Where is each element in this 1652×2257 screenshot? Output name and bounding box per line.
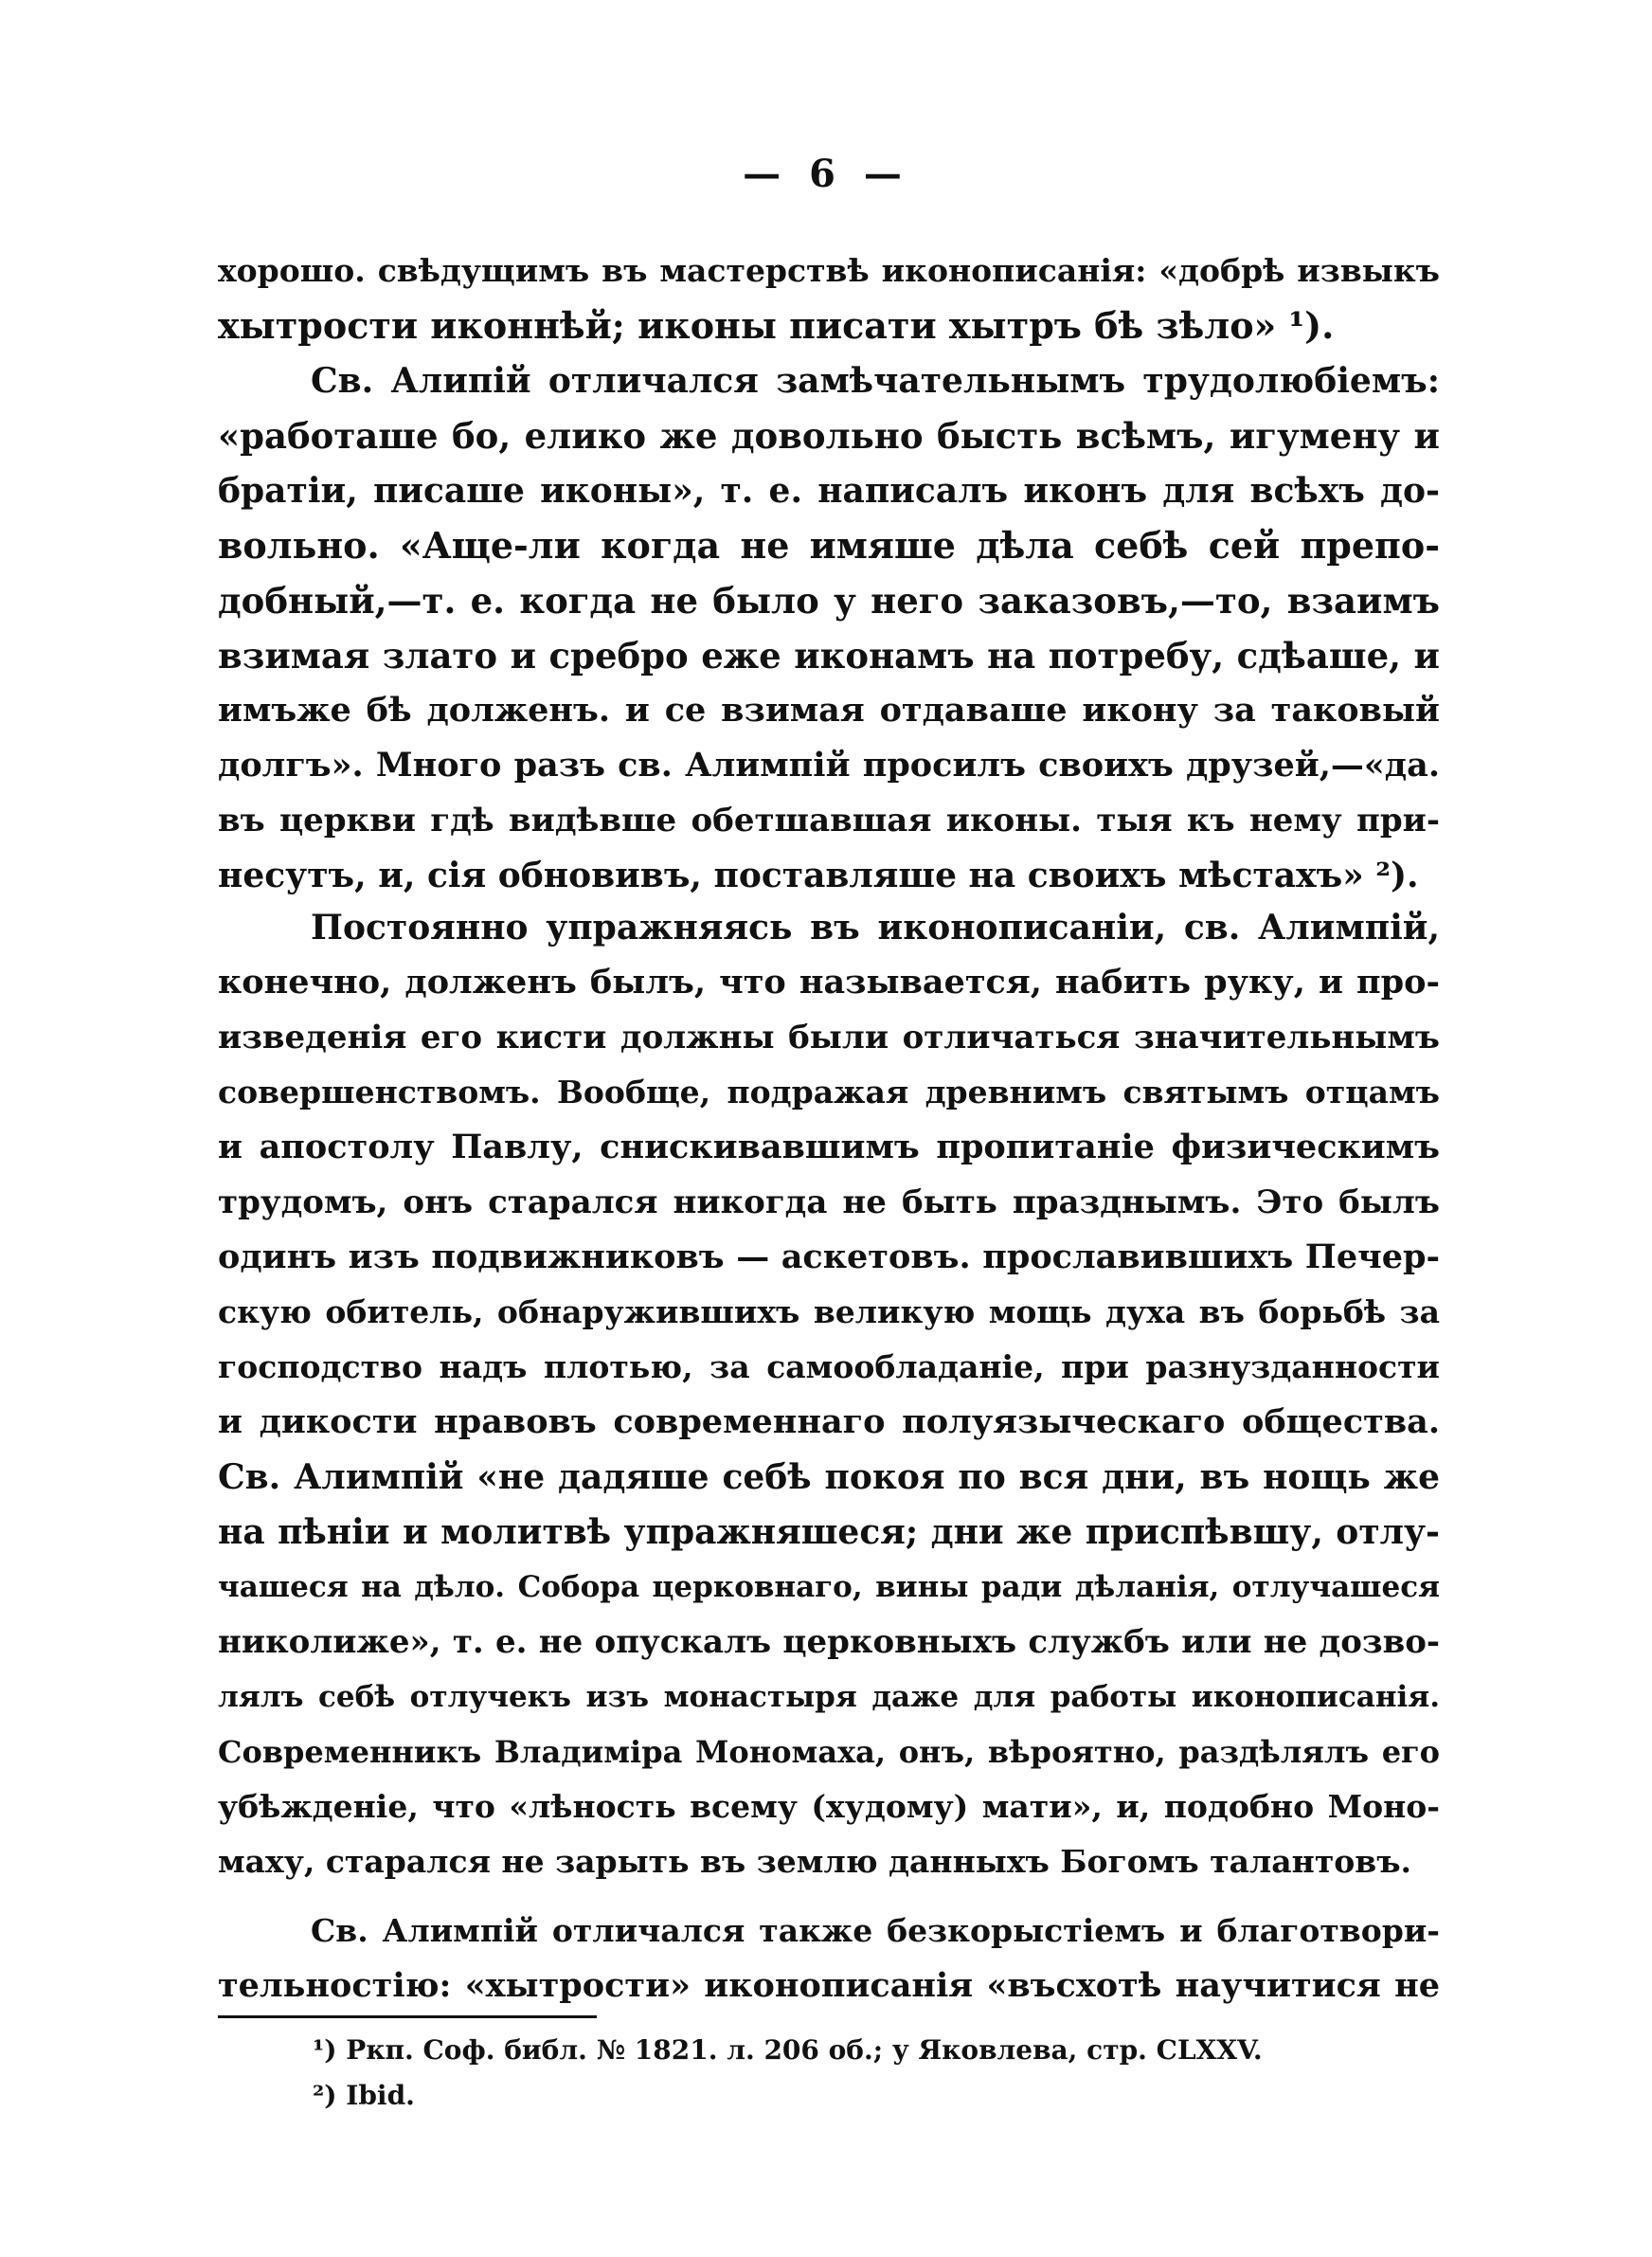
text-line: долгъ». Много разъ св. Алимпій просилъ своихъ друзей,—«да. [218, 746, 1440, 785]
footnote-2: ²) Ibid. [313, 2080, 415, 2111]
text-line: трудомъ, онъ старался никогда не быть празднымъ. Это былъ [218, 1183, 1440, 1221]
text-line: господство надъ плотью, за самообладаніе, при разнузданности [218, 1348, 1440, 1385]
text-line: маху, старался не зарыть въ землю данныхъ Богомъ талантовъ. [218, 1843, 1412, 1880]
text-line: Св. Алипій отличался замѣчательнымъ трудолюбіемъ: [311, 361, 1440, 401]
paragraph-2 [218, 353, 1440, 903]
text-line: Постоянно упражняясь въ иконописаніи, св. Алимпій, [311, 908, 1440, 948]
text-line: Св. Алимпій отличался также безкорыстіемъ и благотвори- [311, 1912, 1440, 1949]
text-line: изведенія его кисти должны были отличаться значительнымъ [218, 1019, 1440, 1056]
text-line: тельностію: «хытрости» иконописанія «въсхотѣ научитися не [218, 1966, 1440, 2005]
paragraph-1 [218, 244, 1440, 353]
footnote-divider [218, 2015, 597, 2018]
text-line: на пѣніи и молитвѣ упражняшеся; дни же приспѣвшу, отлу- [218, 1512, 1440, 1552]
paragraph-3 [218, 900, 1440, 1889]
text-line: въ церкви гдѣ видѣвше обетшавшая иконы. тыя къ нему при- [218, 802, 1440, 840]
text-line: убѣжденіе, что «лѣность всему (худому) мати», и, подобно Моно- [218, 1788, 1440, 1825]
text-line: чашеся на дѣло. Собора церковнаго, вины ради дѣланія, отлучашеся [218, 1570, 1440, 1604]
text-line: скую обитель, обнаружившихъ великую мощь духа въ борьбѣ за [218, 1293, 1440, 1330]
text-line: добный,—т. е. когда не было у него заказовъ,—то, взаимъ [218, 580, 1440, 622]
text-line: хытрости иконнѣй; иконы писати хытръ бѣ зѣло» ¹). [218, 304, 1335, 347]
text-line: и дикости нравовъ современнаго полуязыческаго общества. [218, 1402, 1440, 1441]
text-line: несутъ, и, сія обновивъ, поставляше на своихъ мѣстахъ» ²). [218, 856, 1419, 895]
text-line: конечно, долженъ былъ, что называется, набить руку, и про- [218, 963, 1440, 1002]
paragraph-4 [218, 1904, 1440, 2013]
text-line: взимая злато и сребро еже иконамъ на потребу, сдѣаше, и [218, 635, 1440, 677]
text-line: одинъ изъ подвижниковъ — аскетовъ. прославившихъ Печер- [218, 1237, 1440, 1276]
footnotes [313, 2028, 1440, 2119]
text-line: совершенствомъ. Вообще, подражая древнимъ святымъ отцамъ [218, 1074, 1440, 1110]
footnote-1: ¹) Ркп. Соф. библ. № 1821. л. 206 об.; у Яковлева, стр. CLXXV. [313, 2034, 1263, 2066]
text-line: «работаше бо, елико же довольно бысть всѣмъ, игумену и [218, 415, 1440, 457]
text-line: хорошо. свѣдущимъ въ мастерствѣ иконописанія: «добрѣ извыкъ [218, 252, 1440, 289]
text-line: лялъ себѣ отлучекъ изъ монастыря даже для работы иконописанія. [218, 1680, 1440, 1714]
text-line: братіи, писаше иконы», т. е. написалъ иконъ для всѣхъ до- [218, 471, 1440, 511]
text-line: николиже», т. е. не опускалъ церковныхъ службъ или не дозво- [218, 1623, 1440, 1661]
text-line: имъже бѣ долженъ. и се взимая отдаваше икону за таковый [218, 691, 1440, 730]
text-line: и апостолу Павлу, снискивавшимъ пропитаніе физическимъ [218, 1128, 1440, 1166]
page-number: — 6 — [743, 152, 909, 196]
text-line: Современникъ Владиміра Мономаха, онъ, вѣроятно, раздѣлялъ его [218, 1734, 1440, 1770]
text-line: Св. Алимпій «не дадяше себѣ покоя по вся дни, въ нощь же [218, 1457, 1440, 1497]
text-line: вольно. «Аще-ли когда не имяше дѣла себѣ сей препо- [218, 524, 1440, 567]
